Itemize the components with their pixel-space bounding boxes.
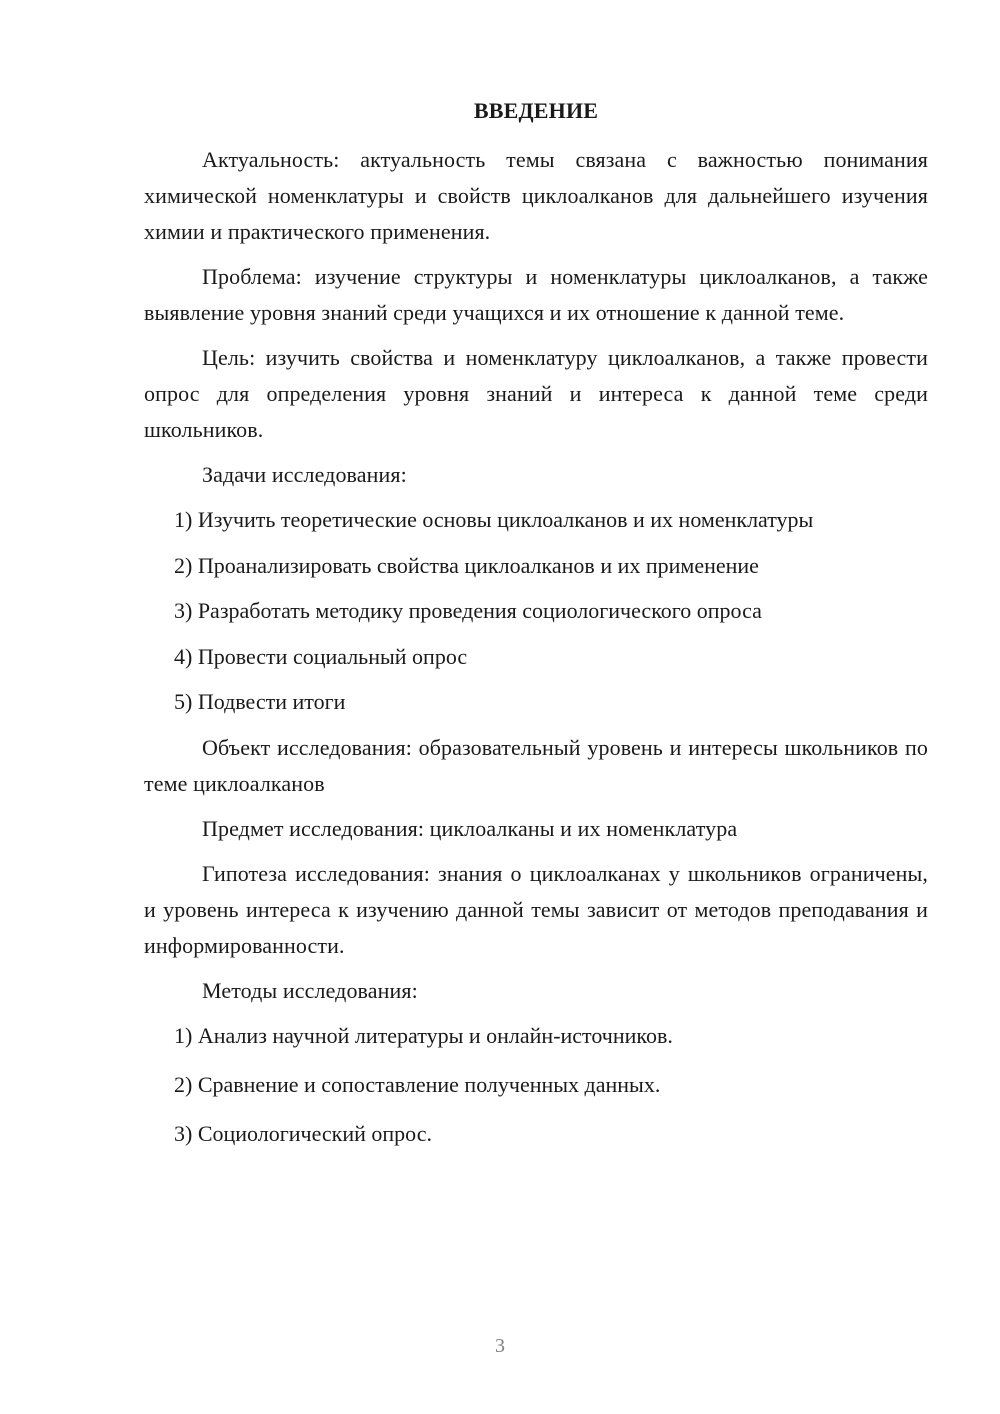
list-item: 3) Разработать методику проведения социологического опроса: [174, 598, 762, 623]
paragraph-hypothesis: Гипотеза исследования: знания о циклоалканах у школьников ограничены, и уровень интереса к изучению данной темы зависит от методов преподавания и информированности.: [144, 860, 928, 958]
document-body: [144, 142, 928, 1165]
paragraph-object: Объект исследования: образовательный уровень и интересы школьников по теме циклоалканов: [144, 734, 928, 796]
list-item: 1) Изучить теоретические основы циклоалканов и их номенклатуры: [174, 507, 814, 532]
methods-list: [144, 1018, 928, 1152]
section-heading: ВВЕДЕНИЕ: [473, 98, 599, 123]
list-item: 5) Подвести итоги: [174, 689, 346, 714]
list-item: 2) Сравнение и сопоставление полученных данных.: [174, 1071, 661, 1097]
paragraph-subject: Предмет исследования: циклоалканы и их номенклатура: [202, 815, 738, 841]
paragraph-problem: Проблема: изучение структуры и номенклатуры циклоалканов, а также выявление уровня знаний среди учащихся и их отношение к данной теме.: [144, 264, 928, 325]
paragraph-relevance: Актуальность: актуальность темы связана с важностью понимания химической номенклатуры и свойств циклоалканов для дальнейшего изучения химии и практического применения.: [144, 147, 928, 244]
list-item: 2) Проанализировать свойства циклоалканов и их применение: [174, 552, 759, 578]
paragraph-methods-title: Методы исследования:: [202, 977, 418, 1003]
page-number: 3: [495, 1335, 505, 1357]
paragraph-goal: Цель: изучить свойства и номенклатуру циклоалканов, а также провести опрос для определения уровня знаний и интереса к данной теме среди школьников.: [144, 345, 928, 442]
document-page: [144, 0, 928, 1414]
list-item: 4) Провести социальный опрос: [174, 643, 468, 669]
list-item: 1) Анализ научной литературы и онлайн-источников.: [174, 1022, 673, 1048]
list-item: 3) Социологический опрос.: [174, 1120, 432, 1146]
paragraph-tasks-title: Задачи исследования:: [202, 462, 407, 487]
tasks-list: [144, 502, 928, 720]
